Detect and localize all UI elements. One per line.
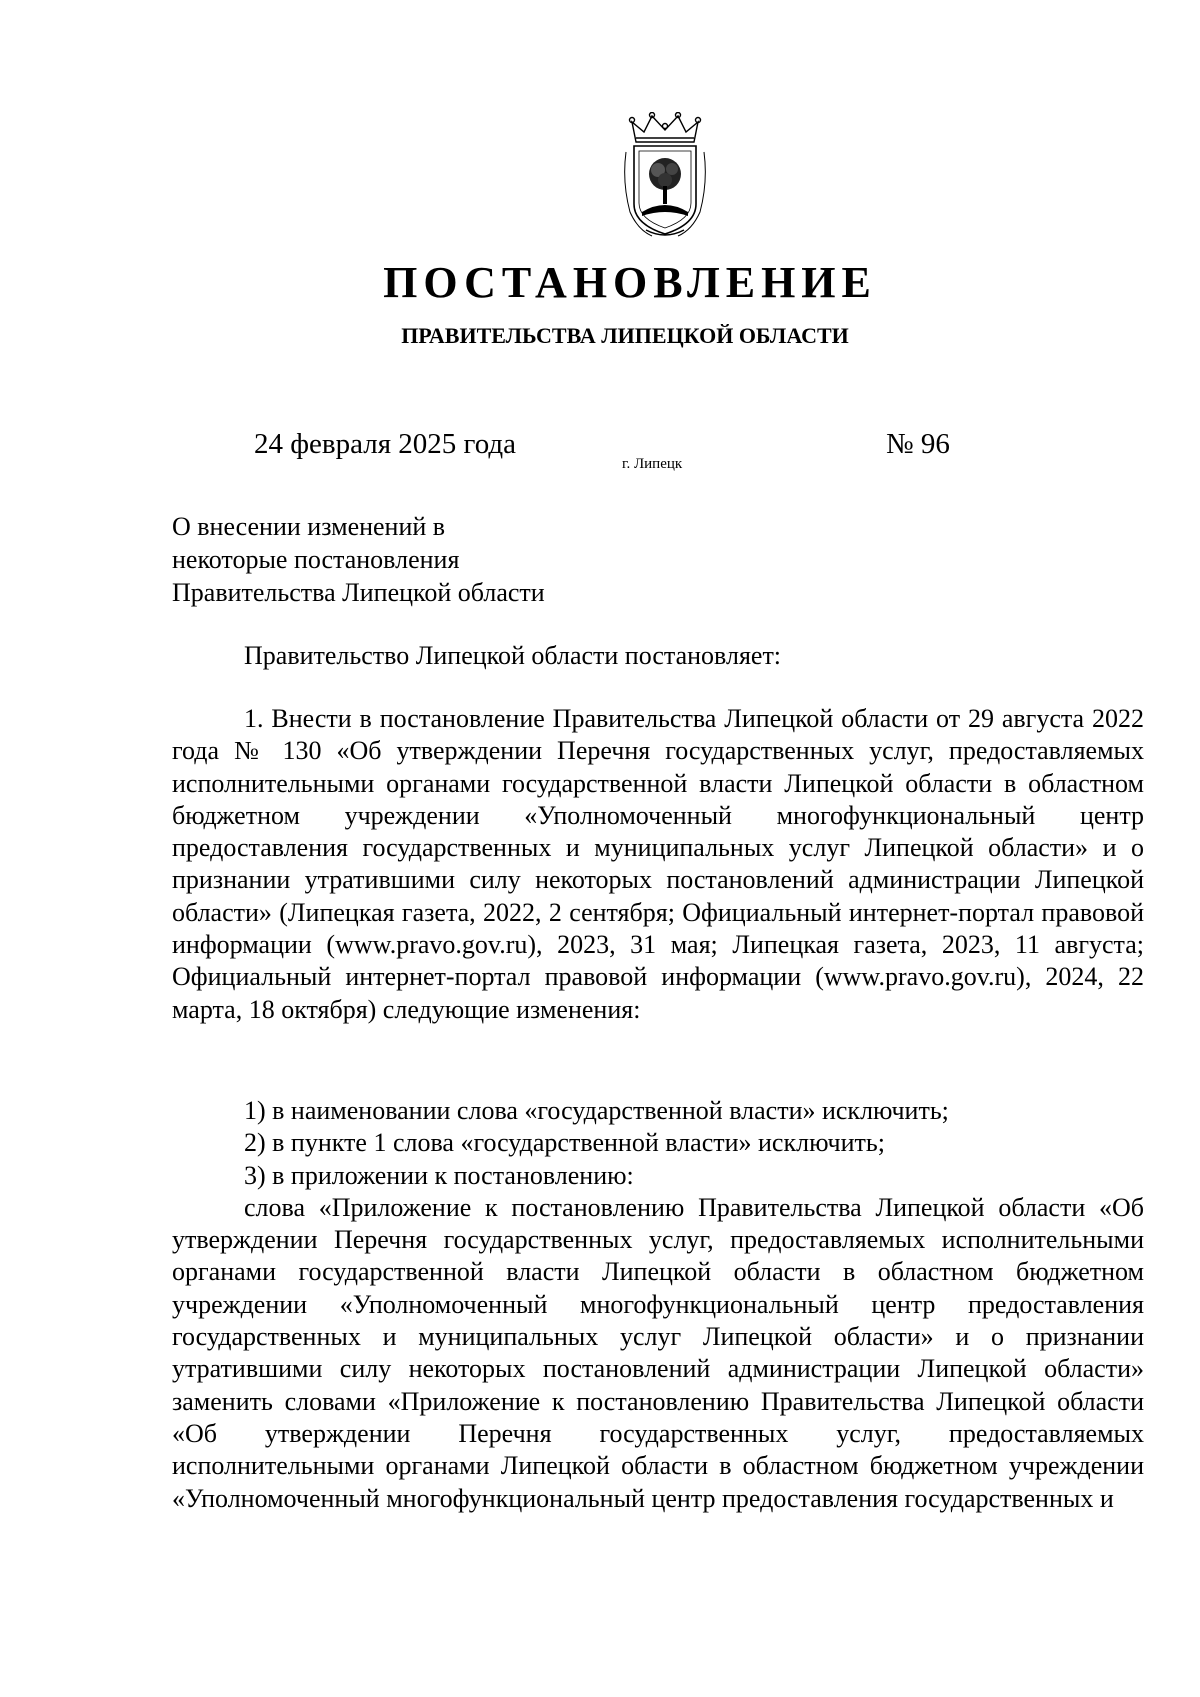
subject-line: О внесении изменений в <box>172 512 446 541</box>
list-item-1: 1) в наименовании слова «государственной власти» исключить; <box>244 1096 949 1125</box>
list-item-3: 3) в приложении к постановлению: <box>244 1160 634 1190</box>
subject-line: некоторые постановления <box>172 545 460 574</box>
document-date: 24 февраля 2025 года <box>254 428 517 460</box>
document-city: г. Липецк <box>622 456 683 472</box>
list-item-2: 2) в пункте 1 слова «государственной власти» исключить; <box>244 1128 885 1158</box>
paragraph-1-text: 1. Внести в постановление Правительства Липецкой области от 29 августа 2022 года № 130 «Об утверждении Перечня государственных услуг, предоставляемых исполнительными органами государственной власти Липецкой области в областном бюджетном учреждении «Уполномоченный многофункциональный центр предоставления государственных и муниципальных услуг Липецкой области» и о признании утратившими силу некоторых постановлений администрации Липецкой области» (Липецкая газета, 2022, 2 сентября; Официальный интернет-портал правовой информации (www.pravo.gov.ru), 2023, 31 мая; Липецкая газета, 2023, 11 августа; Официальный интернет-портал правовой информации (www.pravo.gov.ru), 2024, 22 марта, 18 октября) следующие изменения: <box>172 704 1144 1024</box>
list-item-3-text: слова «Приложение к постановлению Правительства Липецкой области «Об утверждении Перечня государственных услуг, предоставляемых исполнительными органами государственной власти Липецкой области в областном бюджетном учреждении «Уполномоченный многофункциональный центр предоставления государственных и муниципальных услуг Липецкой области» и о признании утратившими силу некоторых постановлений администрации Липецкой области» заменить словами «Приложение к постановлению Правительства Липецкой области «Об утверждении Перечня государственных услуг, предоставляемых исполнительными органами Липецкой области в областном бюджетном учреждении «Уполномоченный многофункциональный центр предоставления государственных и <box>172 1192 1144 1513</box>
paragraph-1 <box>172 703 1144 1026</box>
subject-line: Правительства Липецкой области <box>172 578 545 607</box>
document-subject <box>172 510 732 609</box>
document-type-title: ПОСТАНОВЛЕНИЕ <box>383 258 877 307</box>
enacting-clause-text: Правительство Липецкой области постановляет: <box>244 641 782 670</box>
enacting-clause <box>172 640 1144 672</box>
amendment-list <box>172 1095 1144 1515</box>
coat-of-arms-icon <box>622 112 708 240</box>
document-number: № 96 <box>886 428 950 460</box>
issuing-authority: ПРАВИТЕЛЬСТВА ЛИПЕЦКОЙ ОБЛАСТИ <box>401 323 849 348</box>
